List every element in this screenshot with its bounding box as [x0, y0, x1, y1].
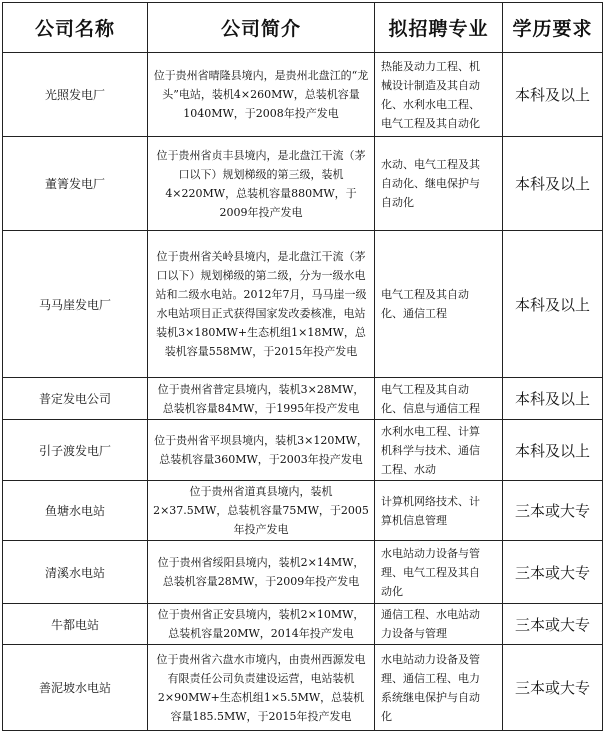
table-body — [3, 53, 603, 731]
major-line: 电气工程及其自动化 — [381, 116, 480, 130]
major-line: 热能及动力工程、机 — [381, 59, 480, 73]
major-line: 水动、电气工程及其 — [381, 158, 480, 171]
table-row — [3, 420, 603, 481]
education-cell: 本科及以上 — [503, 137, 603, 231]
header-company-intro: 公司简介 — [148, 3, 375, 53]
company-name-cell: 董箐发电厂 — [3, 137, 148, 231]
education-cell: 本科及以上 — [503, 420, 603, 481]
company-name-cell: 普定发电公司 — [3, 378, 148, 420]
table-row — [3, 137, 603, 231]
major-cell — [375, 541, 503, 604]
table-row — [3, 541, 603, 604]
table-row — [3, 231, 603, 378]
company-name-cell: 马马崖发电厂 — [3, 231, 148, 378]
major-line: 化 — [381, 709, 392, 723]
education-cell: 本科及以上 — [503, 53, 603, 137]
table-row — [3, 604, 603, 645]
education-cell: 本科及以上 — [503, 231, 603, 378]
major-line: 工程、水动 — [381, 462, 436, 476]
major-cell — [375, 53, 503, 137]
major-line: 力设备与管理 — [381, 627, 447, 640]
company-intro-cell: 位于贵州省晴隆县境内，是贵州北盘江的“龙头”电站，装机4×260MW，总装机容量1040MW，于2008年投产发电 — [148, 53, 375, 137]
major-line: 机科学与技术、通信 — [381, 443, 480, 457]
major-line: 水电站动力设备及管 — [381, 652, 480, 666]
table-row — [3, 53, 603, 137]
education-cell: 三本或大专 — [503, 481, 603, 541]
header-row — [3, 3, 603, 53]
education-cell: 三本或大专 — [503, 541, 603, 604]
company-intro-cell: 位于贵州省道真县境内，装机2×37.5MW，总装机容量75MW，于2005年投产发电 — [148, 481, 375, 541]
education-cell: 三本或大专 — [503, 604, 603, 645]
major-cell — [375, 645, 503, 731]
company-intro-cell: 位于贵州省贞丰县境内，是北盘江干流（茅口以下）规划梯级的第三级，装机4×220MW，总装机容量880MW，于2009年投产发电 — [148, 137, 375, 231]
major-line: 计算机网络技术、计 — [381, 494, 480, 508]
major-line: 通信工程、水电站动 — [381, 608, 480, 621]
major-line: 自动化 — [381, 196, 414, 209]
table-row — [3, 481, 603, 541]
major-line: 电气工程及其自动 — [381, 288, 469, 301]
major-line: 水利水电工程、计算 — [381, 424, 480, 438]
header-company-name: 公司名称 — [3, 3, 148, 53]
company-name-cell: 善泥坡水电站 — [3, 645, 148, 731]
major-line: 自动化、继电保护与 — [381, 177, 480, 190]
company-intro-cell: 位于贵州省关岭县境内，是北盘江干流（茅口以下）规划梯级的第二级，分为一级水电站和二级水电站。2012年7月，马马崖一级水电站项目正式获得国家发改委核准，电站装机3×180MW+生态机组1×18MW，总装机容量558MW，于2015年投产发电 — [148, 231, 375, 378]
major-cell — [375, 604, 503, 645]
table-row — [3, 378, 603, 420]
header-major: 拟招聘专业 — [375, 3, 503, 53]
education-cell: 三本或大专 — [503, 645, 603, 731]
major-line: 水电站动力设备与管 — [381, 546, 480, 560]
recruitment-table — [2, 2, 603, 731]
company-intro-cell: 位于贵州省六盘水市境内，由贵州西源发电有限责任公司负责建设运营，电站装机2×90MW+生态机组1×5.5MW，总装机容量185.5MW，于2015年投产发电 — [148, 645, 375, 731]
company-intro-cell: 位于贵州省绥阳县境内，装机2×14MW，总装机容量28MW，于2009年投产发电 — [148, 541, 375, 604]
major-line: 化、水利水电工程、 — [381, 97, 480, 111]
education-cell: 本科及以上 — [503, 378, 603, 420]
company-name-cell: 清溪水电站 — [3, 541, 148, 604]
major-cell — [375, 137, 503, 231]
company-name-cell: 引子渡发电厂 — [3, 420, 148, 481]
company-intro-cell: 位于贵州省普定县境内，装机3×28MW，总装机容量84MW，于1995年投产发电 — [148, 378, 375, 420]
company-name-cell: 光照发电厂 — [3, 53, 148, 137]
major-line: 械设计制造及其自动 — [381, 78, 480, 92]
company-intro-cell: 位于贵州省正安县境内，装机2×10MW，总装机容量20MW，2014年投产发电 — [148, 604, 375, 645]
major-cell — [375, 378, 503, 420]
major-line: 化、信息与通信工程 — [381, 401, 480, 415]
major-line: 算机信息管理 — [381, 513, 447, 527]
major-cell — [375, 231, 503, 378]
major-line: 理、通信工程、电力 — [381, 671, 480, 685]
major-line: 电气工程及其自动 — [381, 382, 469, 396]
major-line: 化、通信工程 — [381, 307, 447, 320]
company-name-cell: 牛都电站 — [3, 604, 148, 645]
major-cell — [375, 481, 503, 541]
major-line: 动化 — [381, 584, 403, 598]
company-name-cell: 鱼塘水电站 — [3, 481, 148, 541]
header-education: 学历要求 — [503, 3, 603, 53]
major-line: 系统继电保护与自动 — [381, 690, 480, 704]
major-cell — [375, 420, 503, 481]
table-row — [3, 645, 603, 731]
major-line: 理、电气工程及其自 — [381, 565, 480, 579]
company-intro-cell: 位于贵州省平坝县境内，装机3×120MW，总装机容量360MW，于2003年投产发电 — [148, 420, 375, 481]
